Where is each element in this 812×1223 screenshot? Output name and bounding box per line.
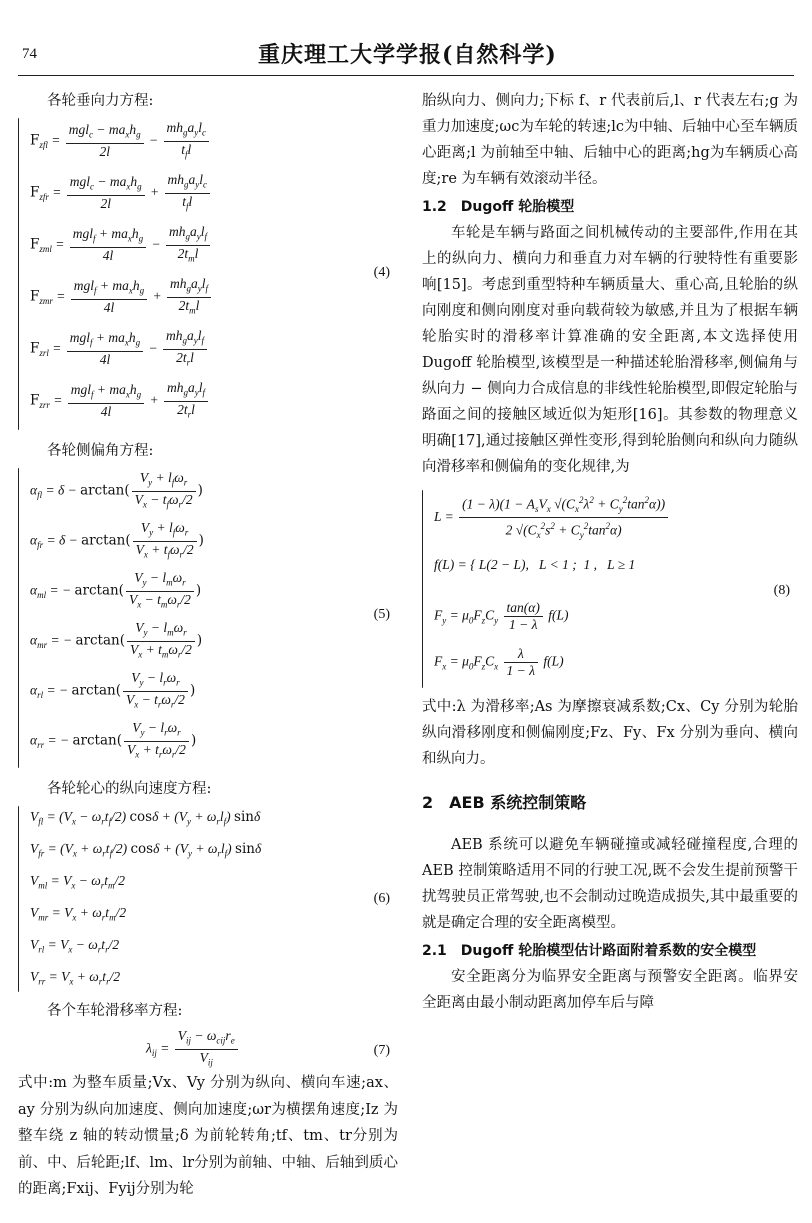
equation-8-line: f(L) = { L(2 − L), L < 1 ; 1 , L ≥ 1 xyxy=(434,557,636,572)
equation-5-brace xyxy=(18,468,19,768)
equation-6-number: (6) xyxy=(373,891,390,906)
heading-slip-angle: 各轮侧偏角方程: xyxy=(47,443,154,459)
equation-6-line: $V_{mr} = V_x + \omega_rt_m/2$ xyxy=(30,905,127,923)
equation-6-line: $V_{rl} = V_x - \omega_rt_r/2$ xyxy=(30,937,120,955)
section-heading-1-2: 1.2 Dugoff 轮胎模型 xyxy=(422,199,575,215)
equation-7-number: (7) xyxy=(373,1043,390,1058)
page-number: 74 xyxy=(22,46,37,62)
equation-5 xyxy=(18,464,398,776)
equation-5-line: $\alpha_{rl}$ = − arctan( $\frac{V_y - l_r\omega_r}{V_x - t_r\omega_r/2}$ ) xyxy=(30,670,196,710)
equation-6-line: $V_{fr} = (V_x + \omega_rt_f/2) \cos\delta + (V_y + \omega_rl_f)$ sinδ xyxy=(30,841,262,859)
equation-8-brace xyxy=(422,490,423,688)
section-heading-2-1: 2.1 Dugoff 轮胎模型估计路面附着系数的安全模型 xyxy=(422,943,757,959)
journal-title: 重庆理工大学学报(自然科学) xyxy=(258,42,557,68)
equation-8-number: (8) xyxy=(773,583,790,598)
equation-8-line: L = $\frac{(1 - \lambda)(1 - A_sV_x √(C_x^2\lambda^2 + C_y^2\tan^2\alpha))}{2 √(C_x^2s^2 + C_y^2\tan^2\alpha)}$ xyxy=(434,492,670,543)
equation-5-line: $\alpha_{fr} = \delta - \arctan$( $\frac{V_y + l_f\omega_r}{V_x + t_f\omega_r/2}$ ) xyxy=(30,520,204,560)
equation-6 xyxy=(18,802,398,998)
equation-4-line: $F_{zfr}$ = $\frac{mgl_c - ma_xh_g}{2l}$ + $\frac{mh_ga_yl_c}{t_fl}$ xyxy=(30,172,212,214)
equation-5-number: (5) xyxy=(373,607,390,622)
equation-4-line: $F_{zrr}$ = $\frac{mgl_f + ma_xh_g}{4l}$ + $\frac{mh_ga_yl_f}{2t_rl}$ xyxy=(30,380,210,422)
equation-4-line: $F_{zmr}$ = $\frac{mgl_f + ma_xh_g}{4l}$ + $\frac{mh_ga_yl_f}{2t_ml}$ xyxy=(30,276,213,318)
page-header xyxy=(18,28,794,68)
equation-5-line: $\alpha_{mr}$ = − arctan( $\frac{V_y - l_m\omega_r}{V_x + t_m\omega_r/2}$ ) xyxy=(30,620,203,660)
header-rule xyxy=(18,75,794,76)
equation-8-line: $F_y = \mu_0F_zC_y$ $\frac{\tan(\alpha)}{1 - \lambda}$ f(L) xyxy=(434,600,569,632)
paragraph-symbols-cont: 胎纵向力、侧向力;下标 f、r 代表前后,l、r 代表左右;g 为重力加速度;ωc为车轮的转速;lc为中轴、后轴中心至车辆质心距离;l 为前轴至中轴、后轴中心的距离;hg为车辆质心高度;re 为车辆有效滚动半径。 xyxy=(422,93,798,187)
paragraph-aeb: AEB 系统可以避免车辆碰撞或减轻碰撞程度,合理的 AEB 控制策略适用不同的行驶工况,既不会发生提前预警干扰驾驶员正常驾驶,也不会制动过晚造成损失,其中最重要的就是确定合理的安全距离模型。 xyxy=(422,837,798,931)
right-column xyxy=(422,88,798,1016)
heading-slip-ratio: 各个车轮滑移率方程: xyxy=(47,1003,183,1019)
equation-4-number: (4) xyxy=(373,265,390,280)
equation-8-line: $F_x = \mu_0F_zC_x$ $\frac{\lambda}{1 - \lambda}$ f(L) xyxy=(434,646,564,678)
equation-7 xyxy=(18,1024,398,1070)
paragraph-symbols: 式中:m 为整车质量;Vx、Vy 分别为纵向、横向车速;ax、ay 分别为纵向加速度、侧向加速度;ωr为横摆角速度;Iz 为整车绕 z 轴的转动惯量;δ 为前轮转角;tf、tm、tr分别为前、中、后轮距;lf、lm、lr分别为前轴、中轴、后轴到质心的距离;Fxij、Fyij分别为轮 xyxy=(18,1075,398,1197)
left-column xyxy=(18,88,398,1203)
heading-vertical-force: 各轮垂向力方程: xyxy=(47,93,154,109)
equation-7-line: $\lambda_{ij}$ = $\frac{V_{ij} - \omega_{cij}r_e}{V_{ij}}$ xyxy=(146,1028,240,1070)
equation-5-line: $\alpha_{rr}$ = − arctan( $\frac{V_y - l_r\omega_r}{V_x + t_r\omega_r/2}$ ) xyxy=(30,720,197,760)
equation-6-line: $V_{rr} = V_x + \omega_rt_r/2$ xyxy=(30,969,121,987)
equation-8 xyxy=(422,488,798,694)
equation-5-line: $\alpha_{ml}$ = − arctan( $\frac{V_y - l_m\omega_r}{V_x - t_m\omega_r/2}$ ) xyxy=(30,570,202,610)
equation-4-line: $F_{zml}$ = $\frac{mgl_f + ma_xh_g}{4l}$ − $\frac{mh_ga_yl_f}{2t_ml}$ xyxy=(30,224,212,266)
equation-4-brace xyxy=(18,118,19,430)
equation-4-line: $F_{zfl}$ = $\frac{mgl_c - ma_xh_g}{2l}$ − $\frac{mh_ga_yl_c}{t_fl}$ xyxy=(30,120,211,162)
paragraph-safe-distance: 安全距离分为临界安全距离与预警安全距离。临界安全距离由最小制动距离加停车后与障 xyxy=(422,969,798,1011)
equation-4 xyxy=(18,114,398,438)
equation-6-line: $V_{ml} = V_x - \omega_rt_m/2$ xyxy=(30,873,126,891)
paragraph-dugoff: 车轮是车辆与路面之间机械传动的主要部件,作用在其上的纵向力、横向力和垂直力对车辆的行驶特性有重要影响[15]。考虑到重型特种车辆质量大、重心高,且轮胎的纵向刚度和侧向刚度对垂向载荷较为敏感,并且为了根据车辆轮胎实时的滑移率计算准确的安全距离,本文选择使用 Dugoff 轮胎模型,该模型是一种描述轮胎滑移率,侧偏角与纵向力 − 侧向力合成信息的非线性轮胎模型,即假定轮胎与路面之间的接触区域近似为矩形[16]。其参数的物理意义明确[17],通过接触区弹性变形,得到轮胎侧向和纵向力随纵向滑移率和侧偏角的变化规律,为 xyxy=(422,225,798,475)
heading-long-speed: 各轮轮心的纵向速度方程: xyxy=(47,781,212,797)
section-heading-2: 2 AEB 系统控制策略 xyxy=(422,793,587,812)
paragraph-eq8-symbols: 式中:λ 为滑移率;As 为摩擦衰减系数;Cx、Cy 分别为轮胎纵向滑移刚度和侧偏刚度;Fz、Fy、Fx 分别为垂向、横向和纵向力。 xyxy=(422,699,798,767)
equation-5-line: $\alpha_{fl} = \delta - \arctan$( $\frac{V_y + l_f\omega_r}{V_x - t_f\omega_r/2}$ ) xyxy=(30,470,203,510)
equation-6-brace xyxy=(18,806,19,992)
equation-4-line: $F_{zrl}$ = $\frac{mgl_f + ma_xh_g}{4l}$ − $\frac{mh_ga_yl_f}{2t_rl}$ xyxy=(30,328,209,370)
equation-6-line: $V_{fl} = (V_x - \omega_rt_f/2) \cos\delta + (V_y + \omega_rl_f)$ sinδ xyxy=(30,809,261,827)
